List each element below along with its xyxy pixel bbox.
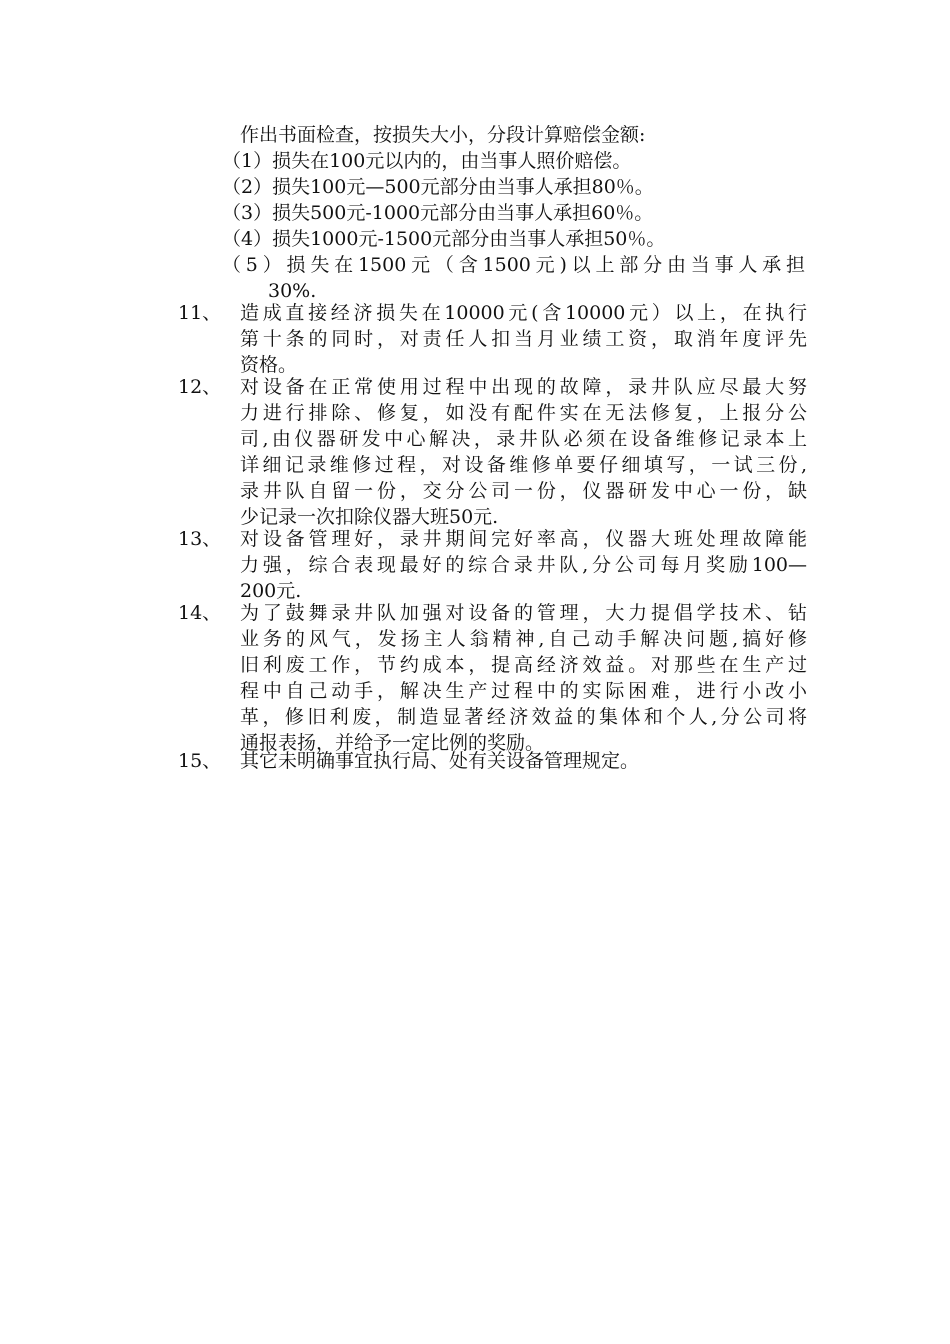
sub-item-4: （4）损失1000元-1500元部分由当事人承担50％。 bbox=[222, 228, 666, 250]
item-12-line-5: 录井队自留一份，交分公司一份，仪器研发中心一份，缺 bbox=[240, 480, 807, 502]
item-13-line-3: 200元. bbox=[240, 580, 302, 602]
item-11-line-1: 造成直接经济损失在10000元(含10000元）以上，在执行 bbox=[240, 302, 807, 324]
item-14-line-6: 通报表扬，并给予一定比例的奖励。 bbox=[240, 732, 545, 754]
item-12-line-3: 司,由仪器研发中心解决，录井队必须在设备维修记录本上 bbox=[240, 428, 807, 450]
item-13-line-2: 力强，综合表现最好的综合录井队,分公司每月奖励100— bbox=[240, 554, 807, 576]
item-11-line-2: 第十条的同时，对责任人扣当月业绩工资，取消年度评先 bbox=[240, 328, 807, 350]
sub-item-1: （1）损失在100元以内的，由当事人照价赔偿。 bbox=[222, 150, 632, 172]
sub-item-5-continued: 30%. bbox=[268, 280, 317, 302]
item-14-number: 14、 bbox=[178, 602, 222, 624]
item-14-line-3: 旧利废工作，节约成本，提高经济效益。对那些在生产过 bbox=[240, 654, 807, 676]
item-13-number: 13、 bbox=[178, 528, 222, 550]
item-15-line-1: 其它未明确事宜执行局、处有关设备管理规定。 bbox=[240, 750, 640, 772]
item-15-number: 15、 bbox=[178, 750, 222, 772]
item-14-line-1: 为了鼓舞录井队加强对设备的管理，大力提倡学技术、钻 bbox=[240, 602, 807, 624]
sub-item-2: （2）损失100元—500元部分由当事人承担80％。 bbox=[222, 176, 654, 198]
item-12-line-6: 少记录一次扣除仪器大班50元. bbox=[240, 506, 499, 528]
item-12-line-2: 力进行排除、修复，如没有配件实在无法修复，上报分公 bbox=[240, 402, 807, 424]
item-11-number: 11、 bbox=[178, 302, 222, 324]
item-14-line-4: 程中自己动手，解决生产过程中的实际困难，进行小改小 bbox=[240, 680, 807, 702]
sub-item-3: （3）损失500元-1000元部分由当事人承担60％。 bbox=[222, 202, 654, 224]
sub-item-5: （5）损失在1500元（含1500元)以上部分由当事人承担 bbox=[222, 254, 805, 276]
intro-line: 作出书面检查，按损失大小，分段计算赔偿金额: bbox=[240, 124, 646, 146]
item-12-line-4: 详细记录维修过程，对设备维修单要仔细填写，一试三份, bbox=[240, 454, 807, 476]
item-14-line-5: 革，修旧利废，制造显著经济效益的集体和个人,分公司将 bbox=[240, 706, 807, 728]
item-12-line-1: 对设备在正常使用过程中出现的故障，录井队应尽最大努 bbox=[240, 376, 807, 398]
item-11-line-3: 资格。 bbox=[240, 354, 298, 376]
item-14-line-2: 业务的风气，发扬主人翁精神,自己动手解决问题,搞好修 bbox=[240, 628, 807, 650]
item-12-number: 12、 bbox=[178, 376, 222, 398]
item-13-line-1: 对设备管理好，录井期间完好率高，仪器大班处理故障能 bbox=[240, 528, 807, 550]
